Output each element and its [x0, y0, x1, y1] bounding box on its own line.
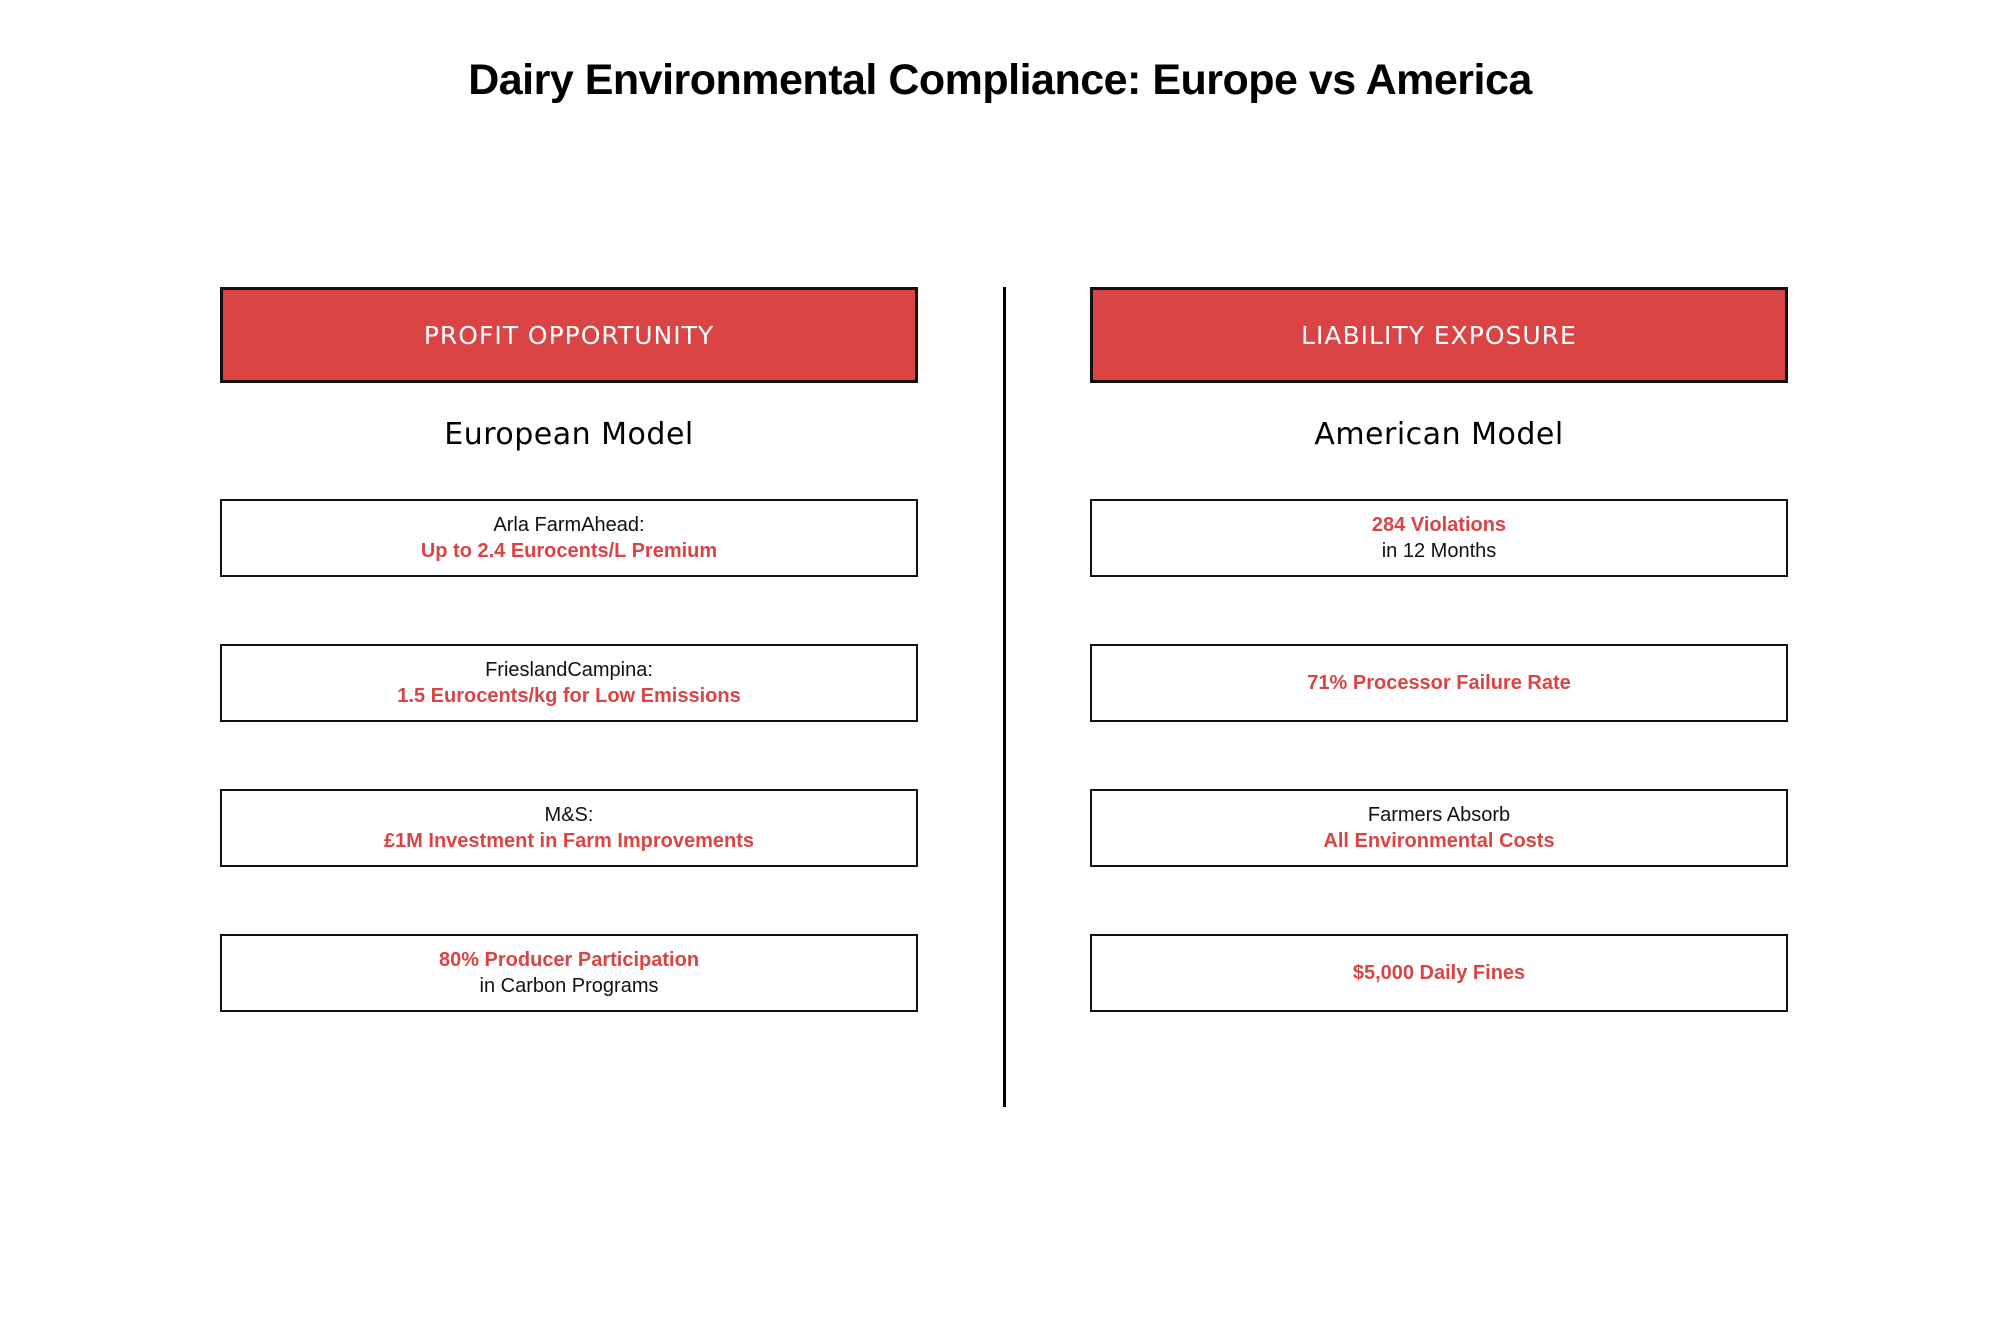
- item-line: Farmers Absorb: [1367, 804, 1511, 826]
- page-title: Dairy Environmental Compliance: Europe vs America: [468, 56, 1532, 104]
- header-label: PROFIT OPPORTUNITY: [423, 320, 715, 350]
- profit-opportunity-header: [220, 287, 918, 383]
- item-line: Arla FarmAhead:: [493, 514, 645, 536]
- american-item-failure-rate: [1090, 644, 1788, 722]
- american-item-daily-fines: [1090, 934, 1788, 1012]
- european-model-title: European Model: [444, 417, 694, 452]
- item-line: in Carbon Programs: [479, 975, 659, 997]
- item-line: All Environmental Costs: [1323, 830, 1555, 852]
- item-line: FrieslandCampina:: [485, 659, 653, 681]
- american-model-title: American Model: [1314, 417, 1564, 452]
- item-line: 80% Producer Participation: [438, 949, 700, 971]
- item-line: $5,000 Daily Fines: [1352, 962, 1526, 984]
- item-line: 1.5 Eurocents/kg for Low Emissions: [397, 685, 741, 707]
- item-line: M&S:: [544, 804, 594, 826]
- european-item-ms: [220, 789, 918, 867]
- item-line: in 12 Months: [1381, 540, 1497, 562]
- item-line: 284 Violations: [1371, 514, 1507, 536]
- center-divider: [1003, 287, 1006, 1107]
- item-line: Up to 2.4 Eurocents/L Premium: [420, 540, 718, 562]
- american-item-violations: [1090, 499, 1788, 577]
- european-item-frieslandcampina: [220, 644, 918, 722]
- european-item-participation: [220, 934, 918, 1012]
- european-item-arla: [220, 499, 918, 577]
- item-line: 71% Processor Failure Rate: [1307, 672, 1571, 694]
- item-line: £1M Investment in Farm Improvements: [383, 830, 755, 852]
- header-label: LIABILITY EXPOSURE: [1301, 320, 1577, 350]
- liability-exposure-header: [1090, 287, 1788, 383]
- american-item-farmers-absorb: [1090, 789, 1788, 867]
